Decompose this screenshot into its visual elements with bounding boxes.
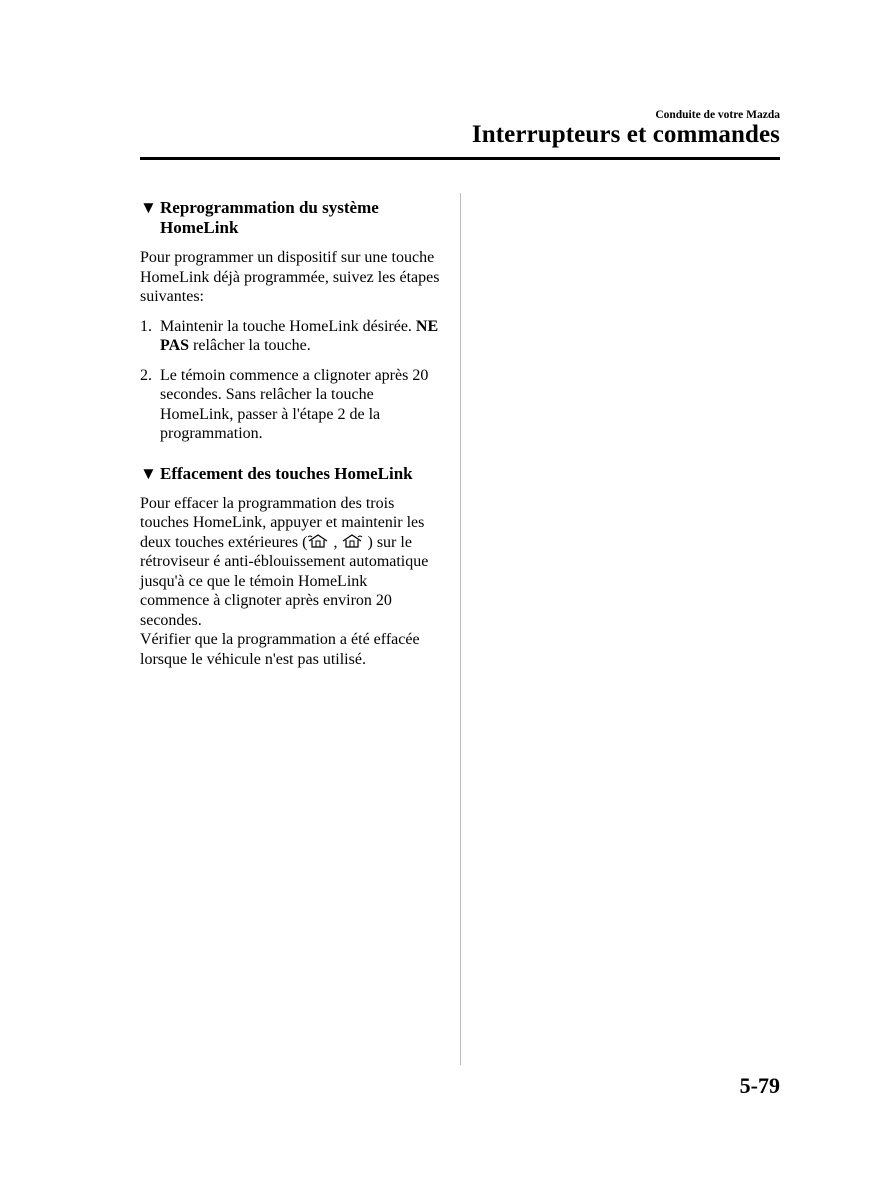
list-item: 1. Maintenir la touche HomeLink désirée. NE PAS relâcher la touche. xyxy=(140,317,439,354)
section-heading-reprogramming: ▼ Reprogrammation du système HomeLink xyxy=(140,198,379,237)
page-title: Interrupteurs et commandes xyxy=(471,121,780,148)
page-number: 5-79 xyxy=(739,1073,780,1098)
reprogramming-steps xyxy=(140,317,440,444)
left-column xyxy=(140,198,440,669)
header-rule xyxy=(140,157,780,160)
reprogramming-intro: Pour programmer un dispositif sur une touche HomeLink déjà programmée, suivez les étapes suivantes: xyxy=(140,249,440,305)
triangle-down-icon: ▼ xyxy=(140,198,157,217)
erase-paragraph: Pour effacer la programmation des trois touches HomeLink, appuyer et maintenir les deux touches extérieures ( , ) sur le rétroviseur é anti-éblouissement automatique jusqu'à ce que le témoin HomeLink commence à clignoter après environ 20 secondes. xyxy=(140,494,429,629)
section-heading-erase: ▼ Effacement des touches HomeLink xyxy=(140,463,413,483)
column-divider xyxy=(460,193,461,1065)
erase-verify-paragraph: Vérifier que la programmation a été effacée lorsque le véhicule n'est pas utilisé. xyxy=(140,631,420,668)
triangle-down-icon: ▼ xyxy=(140,463,157,483)
homelink-house-icon xyxy=(307,533,329,549)
homelink-house-icon xyxy=(341,533,363,549)
chapter-label: Conduite de votre Mazda xyxy=(655,109,780,121)
list-item: 2. Le témoin commence a clignoter après 20 secondes. Sans relâcher la touche HomeLink, passer à l'étape 2 de la programmation. xyxy=(140,366,429,442)
